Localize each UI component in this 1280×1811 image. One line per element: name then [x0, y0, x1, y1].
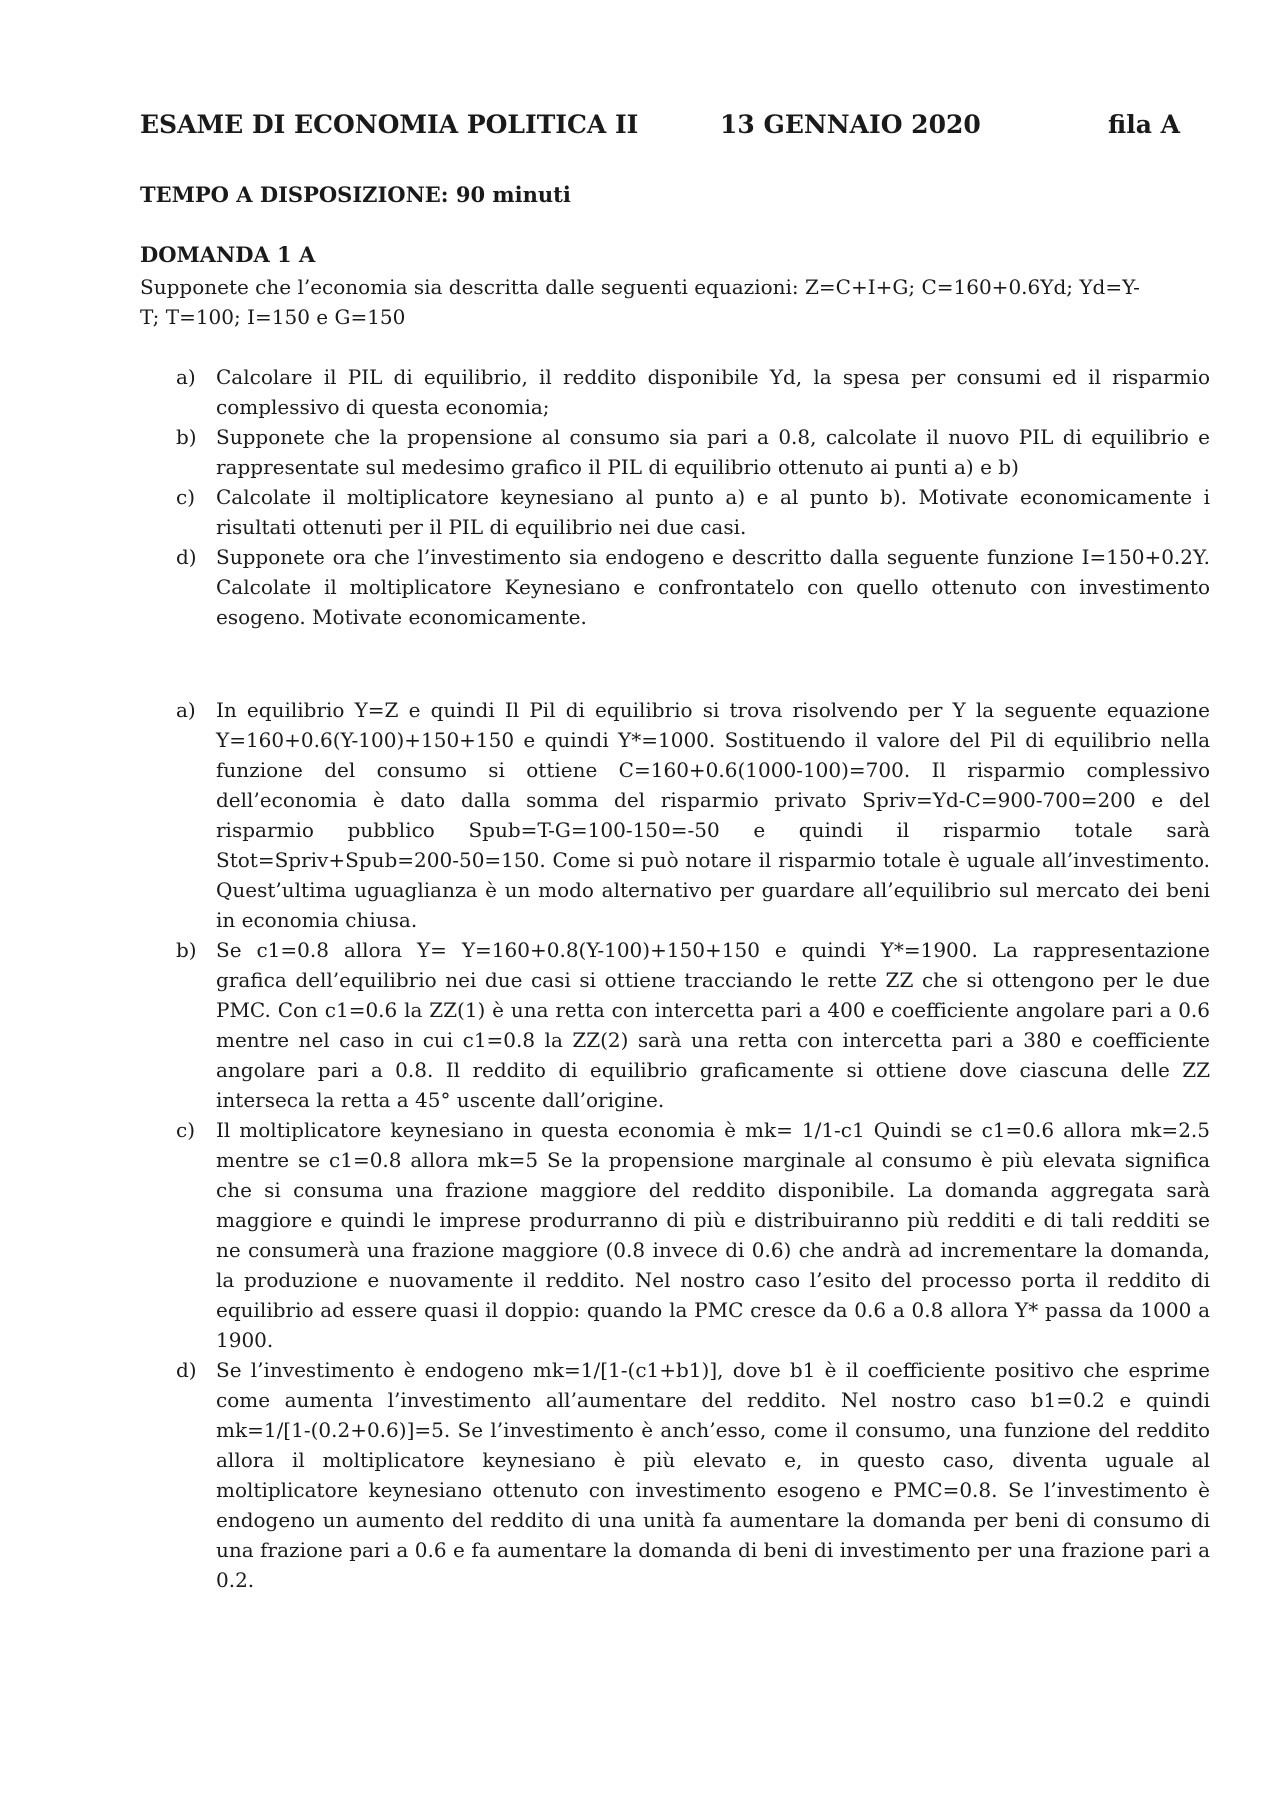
answer-item: [140, 1355, 1210, 1595]
item-letter: a): [176, 698, 196, 722]
exam-title: ESAME DI ECONOMIA POLITICA II: [140, 110, 639, 139]
item-letter: b): [176, 938, 197, 962]
questions-list: [140, 362, 1210, 632]
item-letter: b): [176, 425, 197, 449]
item-text: Calcolare il PIL di equilibrio, il reddito disponibile Yd, la spesa per consumi ed il risparmio complessivo di questa economia;: [216, 365, 1210, 419]
question-item: [140, 422, 1210, 482]
item-letter: d): [176, 545, 197, 569]
item-text: Supponete che la propensione al consumo sia pari a 0.8, calcolate il nuovo PIL di equilibrio e rappresentate sul medesimo grafico il PIL di equilibrio ottenuto ai punti a) e b): [216, 425, 1210, 479]
answer-item: [140, 1115, 1210, 1355]
exam-header: [140, 110, 1180, 142]
item-letter: c): [176, 485, 196, 509]
exam-fila: fila A: [1108, 110, 1180, 139]
answer-item: [140, 695, 1210, 935]
question-item: [140, 542, 1210, 632]
question-item: [140, 482, 1210, 542]
item-text: Se l’investimento è endogeno mk=1/[1-(c1+b1)], dove b1 è il coefficiente positivo che esprime come aumenta l’investimento all’aumentare del reddito. Nel nostro caso b1=0.2 e quindi mk=1/[1-(0.2+0.6)]=5. Se l’investimento è anch’esso, come il consumo, una funzione del reddito allora il moltiplicatore keynesiano è più elevato e, in questo caso, diventa uguale al moltiplicatore keynesiano ottenuto con investimento esogeno e PMC=0.8. Se l’investimento è endogeno un aumento del reddito di una unità fa aumentare la domanda per beni di consumo di una frazione pari a 0.6 e fa aumentare la domanda di beni di investimento per una frazione pari a 0.2.: [216, 1358, 1210, 1592]
exam-date: 13 GENNAIO 2020: [720, 110, 981, 139]
item-letter: a): [176, 365, 196, 389]
item-letter: d): [176, 1358, 197, 1382]
item-text: Il moltiplicatore keynesiano in questa economia è mk= 1/1-c1 Quindi se c1=0.6 allora mk=2.5 mentre se c1=0.8 allora mk=5 Se la propensione marginale al consumo è più elevata significa che si consuma una frazione maggiore del reddito disponibile. La domanda aggregata sarà maggiore e quindi le imprese produrranno di più e distribuiranno più redditi e di tali redditi se ne consumerà una frazione maggiore (0.8 invece di 0.6) che andrà ad incrementare la domanda, la produzione e nuovamente il reddito. Nel nostro caso l’esito del processo porta il reddito di equilibrio ad essere quasi il doppio: quando la PMC cresce da 0.6 a 0.8 allora Y* passa da 1000 a 1900.: [216, 1118, 1210, 1352]
question-title: DOMANDA 1 A: [140, 242, 316, 267]
item-text: Calcolate il moltiplicatore keynesiano al punto a) e al punto b). Motivate economicamente i risultati ottenuti per il PIL di equilibrio nei due casi.: [216, 485, 1210, 539]
answers-list: [140, 695, 1210, 1595]
item-letter: c): [176, 1118, 196, 1142]
item-text: In equilibrio Y=Z e quindi Il Pil di equilibrio si trova risolvendo per Y la seguente equazione Y=160+0.6(Y-100)+150+150 e quindi Y*=1000. Sostituendo il valore del Pil di equilibrio nella funzione del consumo si ottiene C=160+0.6(1000-100)=700. Il risparmio complessivo dell’economia è dato dalla somma del risparmio privato Spriv=Yd-C=900-700=200 e del risparmio pubblico Spub=T-G=100-150=-50 e quindi il risparmio totale sarà Stot=Spriv+Spub=200-50=150. Come si può notare il risparmio totale è uguale all’investimento. Quest’ultima uguaglianza è un modo alternativo per guardare all’equilibrio sul mercato dei beni in economia chiusa.: [216, 698, 1210, 932]
question-intro: Supponete che l’economia sia descritta dalle seguenti equazioni: Z=C+I+G; C=160+0.6Yd; Yd=Y-T; T=100; I=150 e G=150: [140, 275, 1140, 329]
item-text: Supponete ora che l’investimento sia endogeno e descritto dalla seguente funzione I=150+0.2Y. Calcolate il moltiplicatore Keynesiano e confrontatelo con quello ottenuto con investimento esogeno. Motivate economicamente.: [216, 545, 1210, 629]
answer-item: [140, 935, 1210, 1115]
item-text: Se c1=0.8 allora Y= Y=160+0.8(Y-100)+150+150 e quindi Y*=1900. La rappresentazione grafica dell’equilibrio nei due casi si ottiene tracciando le rette ZZ che si ottengono per le due PMC. Con c1=0.6 la ZZ(1) è una retta con intercetta pari a 400 e coefficiente angolare pari a 0.6 mentre nel caso in cui c1=0.8 la ZZ(2) sarà una retta con intercetta pari a 380 e coefficiente angolare pari a 0.8. Il reddito di equilibrio graficamente si ottiene dove ciascuna delle ZZ interseca la retta a 45° uscente dall’origine.: [216, 938, 1210, 1112]
time-allowed: TEMPO A DISPOSIZIONE: 90 minuti: [140, 182, 571, 207]
question-item: [140, 362, 1210, 422]
